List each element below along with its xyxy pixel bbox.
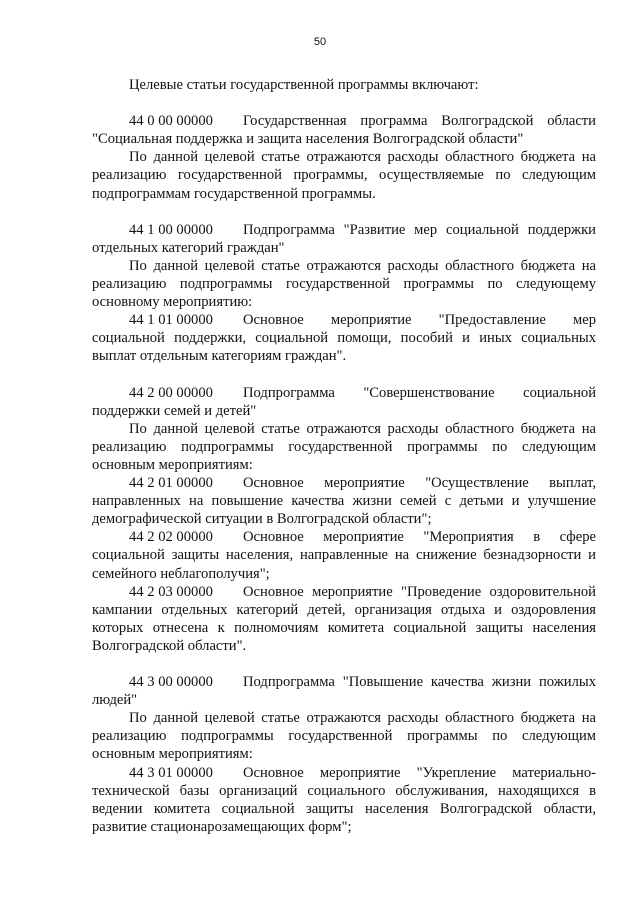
paragraph-gap [92, 203, 596, 221]
paragraph-gap [92, 366, 596, 384]
subprogram-2-title: Подпрограмма "Совершенствование социальной поддержки семей и детей" [92, 384, 596, 419]
subprogram-3-title: Подпрограмма "Повышение качества жизни пожилых людей" [92, 674, 596, 709]
subprogram-3-description: По данной целевой статье отражаются расходы областного бюджета на реализацию подпрограммы государственной программы по следующим основным мероприятиям: [92, 710, 596, 763]
subprogram-2-description: По данной целевой статье отражаются расходы областного бюджета на реализацию подпрограммы государственной программы по следующим основным мероприятиям: [92, 420, 596, 473]
subprogram-2-activity-2 [92, 528, 596, 582]
subprogram-3-heading [92, 673, 596, 709]
activity-code: 44 3 01 00000 [129, 764, 213, 781]
activity-code: 44 2 02 00000 [129, 529, 213, 546]
document-body [92, 76, 596, 836]
subprogram-2-activity-3 [92, 583, 596, 655]
activity-code: 44 2 01 00000 [129, 475, 213, 492]
subprogram-1-title: Подпрограмма "Развитие мер социальной поддержки отдельных категорий граждан" [92, 221, 596, 256]
program-code: 44 0 00 00000 [129, 113, 213, 130]
intro-paragraph: Целевые статьи государственной программы включают: [129, 77, 479, 93]
activity-text: Основное мероприятие "Осуществление выплат, направленных на повышение качества жизни семей с детьми и улучшение демографической ситуации в Волгоградской области"; [92, 475, 596, 528]
activity-code: 44 2 03 00000 [129, 583, 213, 600]
paragraph-gap [92, 655, 596, 673]
program-heading [92, 112, 596, 148]
activity-text: Основное мероприятие "Мероприятия в сфере социальной защиты населения, направленные на снижение безнадзорности и семейного неблагополучия"; [92, 529, 596, 582]
subprogram-1-code: 44 1 00 00000 [129, 221, 213, 238]
subprogram-1-description: По данной целевой статье отражаются расходы областного бюджета на реализацию подпрограммы государственной программы по следующему основному мероприятию: [92, 257, 596, 311]
paragraph-gap [92, 94, 596, 112]
activity-text: Основное мероприятие "Проведение оздоровительной кампании отдельных категорий детей, организация отдыха и оздоровления которых отнесена к полномочиям комитета социальной защиты населения Волгоградской области". [92, 583, 596, 654]
subprogram-1-heading [92, 221, 596, 257]
subprogram-2-heading [92, 384, 596, 420]
subprogram-1-activity-1 [92, 311, 596, 365]
page-number: 50 [313, 36, 327, 48]
activity-code: 44 1 01 00000 [129, 312, 213, 329]
subprogram-3-code: 44 3 00 00000 [129, 674, 213, 691]
program-title: Государственная программа Волгоградской области "Социальная поддержка и защита населения Волгоградской области" [92, 113, 596, 148]
program-description: По данной целевой статье отражаются расходы областного бюджета на реализацию государственной программы, осуществляемые по следующим подпрограммам государственной программы. [92, 149, 596, 202]
activity-text: Основное мероприятие "Предоставление мер социальной поддержки, социальной помощи, пособий и иных социальных выплат отдельным категориям граждан". [92, 312, 596, 365]
activity-text: Основное мероприятие "Укрепление материально-технической базы организаций социального обслуживания, находящихся в ведении комитета социальной защиты населения Волгоградской области, развитие стационарозамещающих форм"; [92, 764, 596, 835]
subprogram-3-activity-1 [92, 764, 596, 836]
subprogram-2-activity-1 [92, 474, 596, 528]
subprogram-2-code: 44 2 00 00000 [129, 384, 213, 401]
